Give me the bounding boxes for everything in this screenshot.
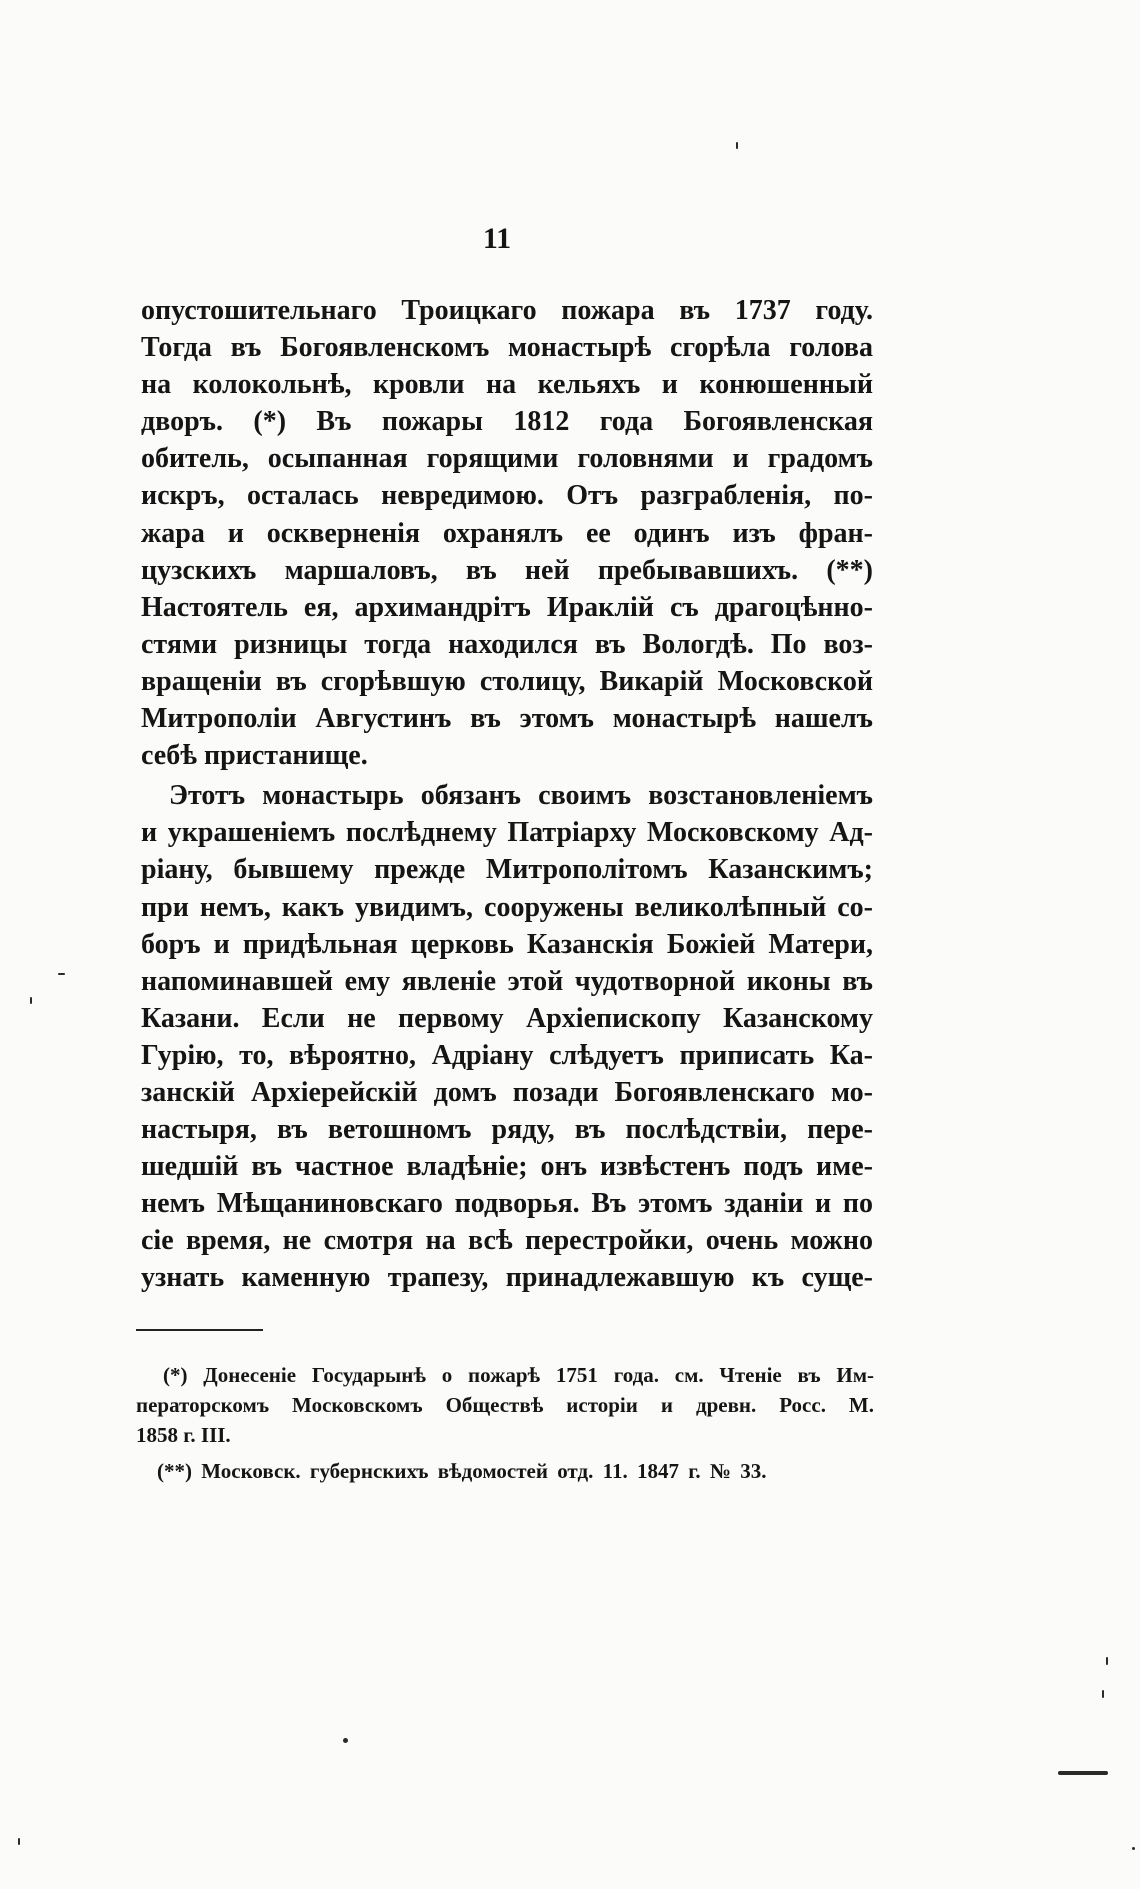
footnote-line: ператорскомъ Московскомъ Обществѣ исторіи и древн. Росс. М. — [136, 1393, 874, 1417]
text-line: шедшій въ частное владѣніе; онъ извѣстенъ подъ име- — [141, 1151, 873, 1183]
scan-speck — [1106, 1657, 1108, 1665]
footnote-2 — [136, 1456, 874, 1486]
text-line: узнать каменную трапезу, принадлежавшую къ суще- — [141, 1262, 873, 1294]
text-line: Тогда въ Богоявленскомъ монастырѣ сгорѣла голова — [141, 332, 873, 364]
scan-speck — [30, 997, 32, 1004]
scan-speck — [58, 973, 65, 975]
text-line: опустошительнаго Троицкаго пожара въ 1737 году. — [141, 295, 873, 326]
footnote-separator — [136, 1329, 263, 1331]
text-line: Митрополіи Августинъ въ этомъ монастырѣ нашелъ — [141, 703, 873, 735]
text-line: напоминавшей ему явленіе этой чудотворной иконы въ — [141, 965, 873, 997]
text-line: сіе время, не смотря на всѣ перестройки, очень можно — [141, 1225, 873, 1257]
scan-speck — [18, 1838, 20, 1845]
text-line: боръ и придѣльная церковь Казанскія Божіей Матери, — [141, 928, 873, 960]
text-line: обитель, осыпанная горящими головнями и градомъ — [141, 443, 873, 475]
footnote-line: (*) Донесеніе Государынѣ о пожарѣ 1751 года. см. Чтеніе въ Им- — [163, 1363, 874, 1387]
text-line: немъ Мѣщаниновскаго подворья. Въ этомъ зданіи и по — [141, 1188, 873, 1220]
scan-speck — [343, 1738, 348, 1743]
text-line: настыря, въ ветошномъ ряду, въ послѣдствіи, пере- — [141, 1114, 873, 1146]
scan-speck — [1132, 1847, 1135, 1850]
text-line: Этотъ монастырь обязанъ своимъ возстановленіемъ — [169, 780, 873, 812]
text-line: жара и оскверненія охранялъ ее одинъ изъ фран- — [141, 517, 873, 549]
paragraph-2 — [141, 777, 873, 1296]
text-line: Настоятель ея, архимандрітъ Ираклій съ драгоцѣнно- — [141, 591, 873, 623]
text-line: и украшеніемъ послѣднему Патріарху Московскому Ад- — [141, 817, 873, 849]
body-text — [141, 292, 873, 1297]
scan-speck — [736, 142, 738, 149]
text-line: Гурію, то, вѣроятно, Адріану слѣдуетъ приписать Ка- — [141, 1039, 873, 1071]
scan-speck — [1058, 1771, 1108, 1775]
page-number: 11 — [482, 222, 512, 255]
text-line: при немъ, какъ увидимъ, сооружены великолѣпный со- — [141, 891, 873, 923]
text-line: Казани. Если не первому Архіепископу Казанскому — [141, 1002, 873, 1034]
text-line: стями ризницы тогда находился въ Вологдѣ. По воз- — [141, 628, 873, 660]
footnote-line: 1858 г. III. — [136, 1423, 231, 1447]
text-line: ріану, бывшему прежде Митрополітомъ Казанскимъ; — [141, 854, 873, 886]
text-line: занскій Архіерейскій домъ позади Богоявленскаго мо- — [141, 1076, 873, 1108]
text-line: цузскихъ маршаловъ, въ ней пребывавшихъ. (**) — [141, 554, 873, 586]
paragraph-1 — [141, 292, 873, 774]
text-line: дворъ. (*) Въ пожары 1812 года Богоявленская — [141, 406, 873, 438]
text-line: вращеніи въ сгорѣвшую столицу, Викарій Московской — [141, 665, 873, 697]
footnotes — [136, 1360, 874, 1486]
footnote-1 — [136, 1360, 874, 1450]
text-line: себѣ пристанище. — [141, 740, 368, 772]
scan-speck — [1102, 1690, 1104, 1698]
text-line: на колокольнѣ, кровли на кельяхъ и конюшенный — [141, 369, 873, 401]
text-line: искръ, осталась невредимою. Отъ разграбленія, по- — [141, 480, 873, 512]
footnote-line: (**) Московск. губернскихъ вѣдомостей отд. 11. 1847 г. № 33. — [157, 1459, 767, 1483]
